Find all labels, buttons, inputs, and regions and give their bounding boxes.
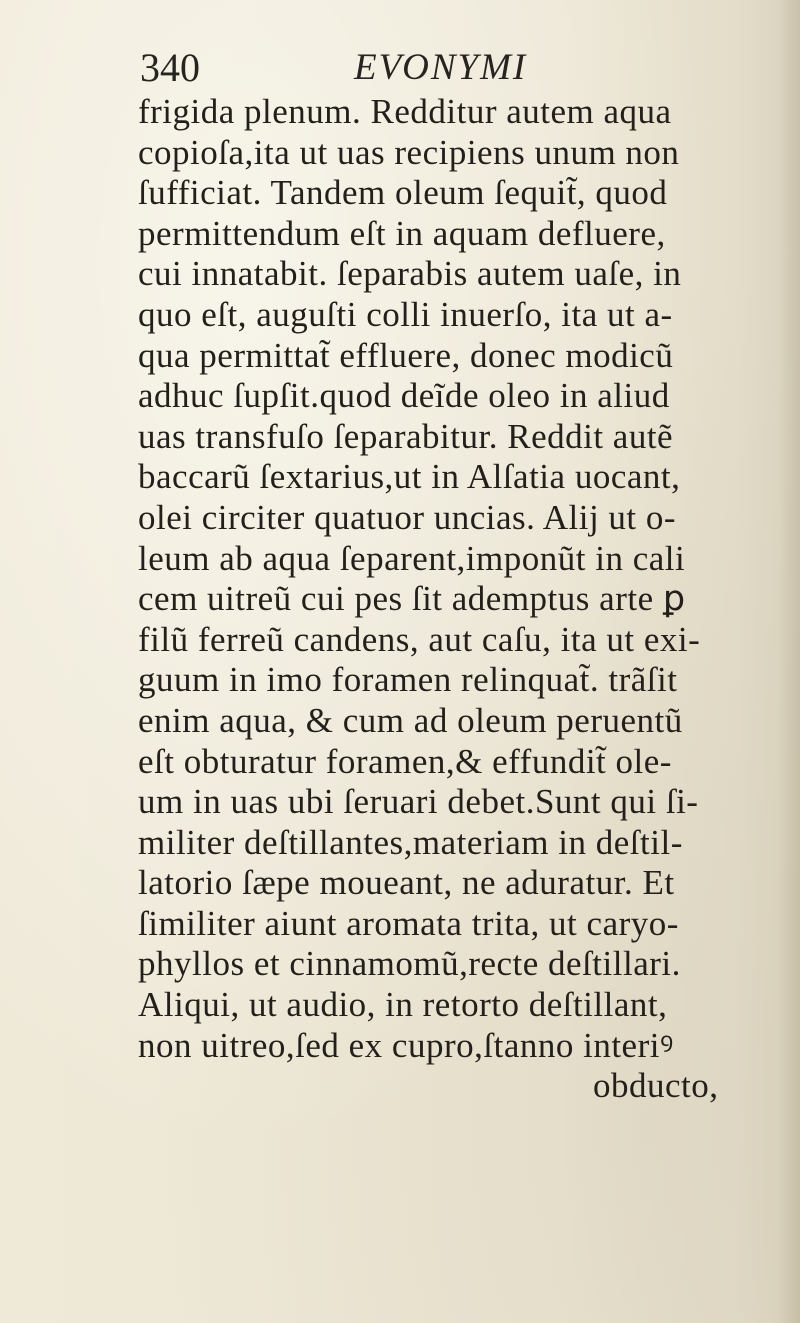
text-line: phyllos et cinnamomũ,recte deſtillari. <box>138 944 681 984</box>
text-line: filũ ferreũ candens, aut caſu, ita ut exi- <box>138 619 701 659</box>
text-line: leum ab aqua ſeparent,imponũt in cali <box>138 538 686 578</box>
page-edge-shadow <box>778 0 800 1323</box>
text-line: adhuc ſupſit.quod deĩde oleo in aliud <box>138 376 670 416</box>
text-line: uas transfuſo ſeparabitur. Reddit autẽ <box>138 416 674 456</box>
text-line: cem uitreũ cui pes ſit ademptus arte ꝑ <box>138 579 686 619</box>
body-text <box>138 92 778 1107</box>
text-line: copioſa,ita ut uas recipiens unum non <box>138 132 680 172</box>
text-line: guum in imo foramen relinquat̃. trãſit <box>138 660 678 700</box>
running-head <box>140 38 660 98</box>
text-line: um in uas ubi ſeruari debet.Sunt qui ſi- <box>138 782 699 822</box>
catchword: obducto, <box>593 1066 719 1106</box>
text-line: olei circiter quatuor uncias. Alij ut o- <box>138 497 677 537</box>
text-line: ſimiliter aiunt aromata trita, ut caryo- <box>138 903 679 943</box>
text-line: qua permittat̃ effluere, donec modicũ <box>138 335 674 375</box>
text-line: eſt obturatur foramen,& effundit̃ ole- <box>138 741 672 781</box>
page-number: 340 <box>140 45 200 90</box>
text-line: non uitreo,ſed ex cupro,ſtanno interiꝰ <box>138 1025 674 1065</box>
text-line: baccarũ ſextarius,ut in Alſatia uocant, <box>138 457 681 497</box>
text-line: militer deſtillantes,materiam in deſtil- <box>138 822 683 862</box>
text-line: ſufficiat. Tandem oleum ſequit̃, quod <box>138 173 668 213</box>
text-line: permittendum eſt in aquam defluere, <box>138 213 666 253</box>
text-line: enim aqua, & cum ad oleum peruentũ <box>138 700 683 740</box>
text-line: frigida plenum. Redditur autem aqua <box>138 92 672 131</box>
text-line: cui innatabit. ſeparabis autem uaſe, in <box>138 254 682 294</box>
text-line: latorio ſæpe moueant, ne aduratur. Et <box>138 863 675 903</box>
text-line: quo eſt, auguſti colli inuerſo, ita ut a- <box>138 294 673 334</box>
text-line: Aliqui, ut audio, in retorto deſtillant, <box>138 985 668 1025</box>
running-title: EVONYMI <box>354 47 528 88</box>
